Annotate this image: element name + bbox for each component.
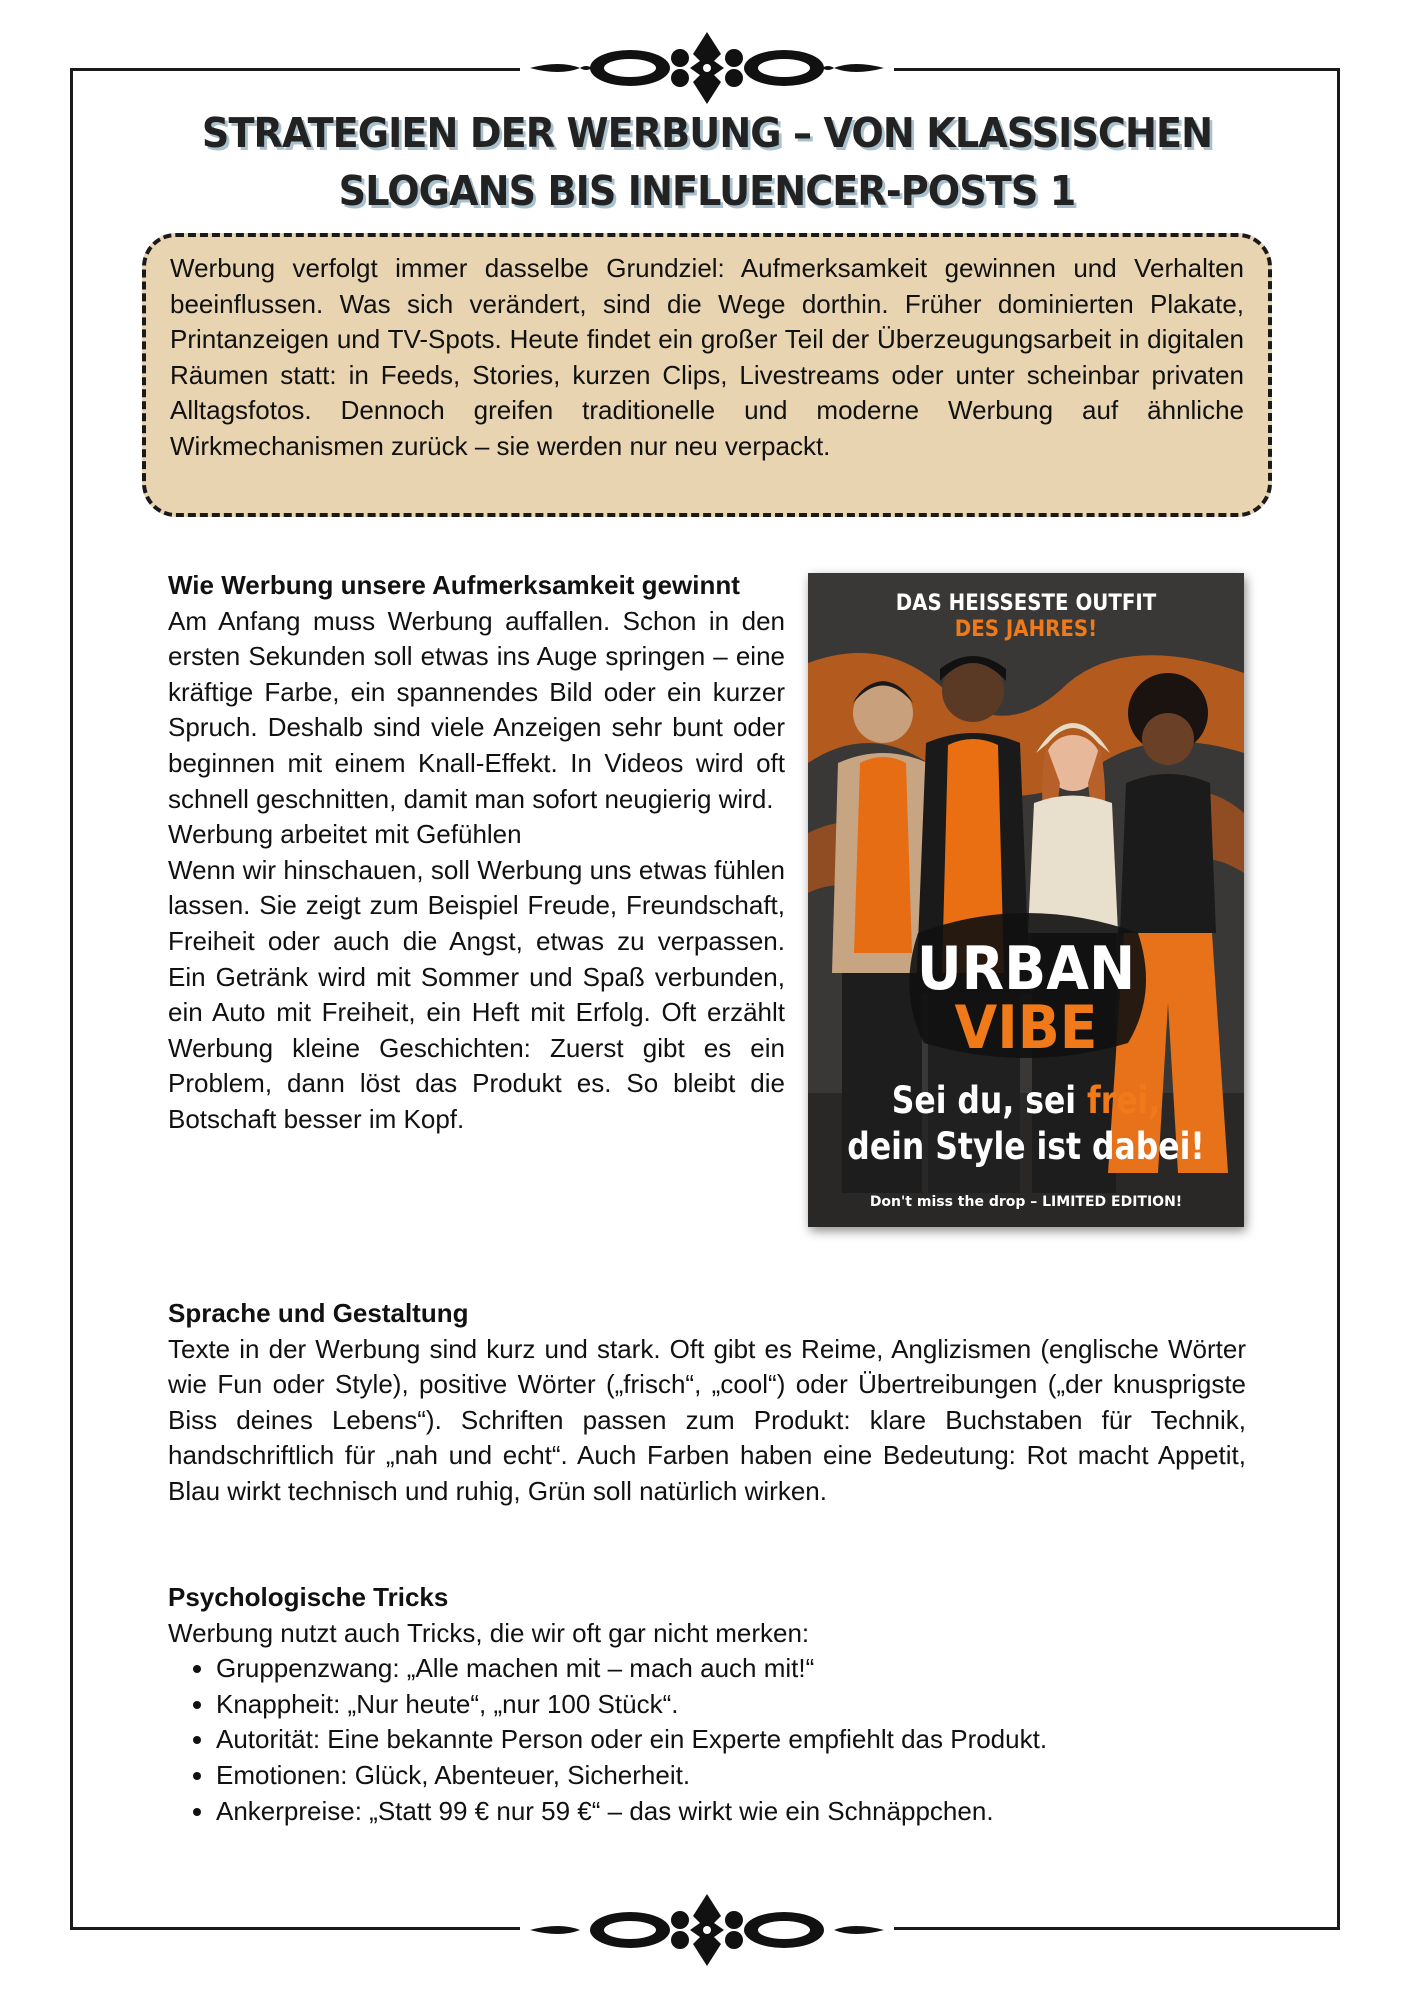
poster-headline-2: DES JAHRES! [954, 617, 1098, 642]
ornament-top [520, 30, 894, 106]
list-item: • Emotionen: Glück, Abenteuer, Sicherheit. [216, 1758, 1246, 1794]
poster-slogan-part-1: Sei du, sei [891, 1079, 1088, 1122]
list-item: • Knappheit: „Nur heute“, „nur 100 Stück“. [216, 1687, 1246, 1723]
attention-section [168, 568, 785, 1138]
poster-slogan-line-1 [841, 1079, 1212, 1123]
list-item: • Ankerpreise: „Statt 99 € nur 59 €“ – das wirkt wie ein Schnäppchen. [216, 1794, 1246, 1830]
psycho-heading: Psychologische Tricks [168, 1582, 449, 1612]
poster-footer: Don't miss the drop – LIMITED EDITION! [869, 1194, 1183, 1210]
tricks-list [168, 1651, 1246, 1829]
intro-text: Werbung verfolgt immer dasselbe Grundziel: Aufmerksamkeit gewinnen und Verhalten beeinflussen. Was sich verändert, sind die Wege dorthin. Früher dominierten Plakate, Printanzeigen und TV-Spots. Heute findet ein großer Teil der Überzeugungsarbeit in digitalen Räumen statt: in Feeds, Stories, kurzen Clips, Livestreams oder unter scheinbar privaten Alltagsfotos. Dennoch greifen traditionelle und moderne Werbung auf ähnliche Wirkmechanismen zurück – sie werden nur neu verpackt. [170, 253, 1244, 461]
list-item: • Gruppenzwang: „Alle machen mit – mach auch mit!“ [216, 1651, 1246, 1687]
intro-box [142, 233, 1272, 517]
poster-brand-vibe: VIBE [954, 993, 1098, 1063]
page-title: STRATEGIEN DER WERBUNG – VON KLASSISCHEN SLOGANS BIS INFLUENCER-POSTS 1 [201, 109, 1213, 215]
urban-vibe-poster [808, 573, 1244, 1227]
poster-headline-1: DAS HEISSESTE OUTFIT [895, 591, 1157, 616]
attention-text: Am Anfang muss Werbung auffallen. Schon in den ersten Sekunden soll etwas ins Auge springen – eine kräftige Farbe, ein spannendes Bild oder ein kurzer Spruch. Deshalb sind viele Anzeigen sehr bunt oder beginnen mit einem Knall-Effekt. In Videos wird oft schnell geschnitten, damit man sofort neugierig wird. [168, 605, 785, 814]
psycho-section [168, 1580, 1246, 1829]
poster-slogan-line-2: dein Style ist dabei! [847, 1125, 1205, 1168]
sprache-text: Texte in der Werbung sind kurz und stark. Oft gibt es Reime, Anglizismen (englische Wörter wie Fun oder Style), positive Wörter („frisch“, „cool“) oder Übertreibungen („der knusprigste Biss deines Lebens“). Schriften passen zum Produkt: klare Buchstaben für Technik, handschriftlich für „nah und echt“. Auch Farben haben eine Bedeutung: Rot macht Appetit, Blau wirkt technisch und ruhig, Grün soll natürlich wirken. [168, 1333, 1246, 1506]
sprache-section [168, 1296, 1246, 1510]
ornament-bottom [520, 1892, 894, 1968]
psycho-intro: Werbung nutzt auch Tricks, die wir oft gar nicht merken: [168, 1617, 810, 1648]
poster-slogan-part-2: frei, [1087, 1079, 1161, 1122]
list-item: • Autorität: Eine bekannte Person oder ein Experte empfiehlt das Produkt. [216, 1722, 1246, 1758]
emotion-subheading: Werbung arbeitet mit Gefühlen [168, 819, 522, 850]
poster-brand-urban: URBAN [916, 934, 1136, 1004]
sprache-heading: Sprache und Gestaltung [168, 1298, 469, 1328]
attention-heading: Wie Werbung unsere Aufmerksamkeit gewinnt [168, 570, 740, 600]
emotion-text: Wenn wir hinschauen, soll Werbung uns etwas fühlen lassen. Sie zeigt zum Beispiel Freude, Freundschaft, Freiheit oder auch die Angst, etwas zu verpassen. Ein Getränk wird mit Sommer und Spaß verbunden, ein Auto mit Freiheit, ein Heft mit Erfolg. Oft erzählt Werbung kleine Geschichten: Zuerst gibt es ein Problem, dann löst das Produkt es. So bleibt die Botschaft besser im Kopf. [168, 854, 785, 1134]
